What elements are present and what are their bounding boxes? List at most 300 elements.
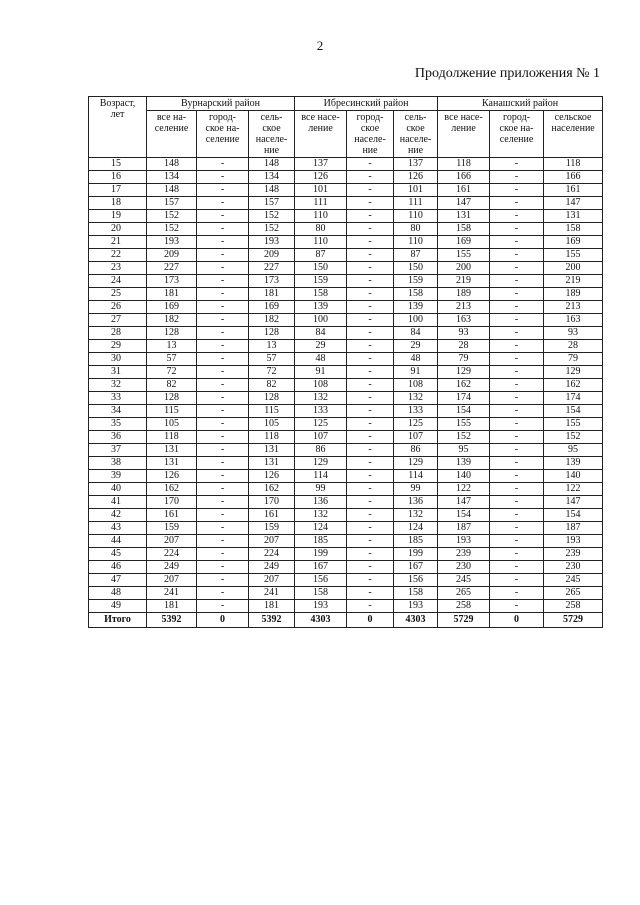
value-cell: - xyxy=(347,171,394,184)
value-cell: 162 xyxy=(249,483,295,496)
value-cell: - xyxy=(197,171,249,184)
value-cell: 131 xyxy=(249,457,295,470)
value-cell: - xyxy=(197,457,249,470)
value-cell: - xyxy=(347,600,394,613)
age-cell: 18 xyxy=(89,197,147,210)
value-cell: 100 xyxy=(295,314,347,327)
age-cell: 38 xyxy=(89,457,147,470)
district-header: Вурнарский район xyxy=(147,97,295,111)
value-cell: 157 xyxy=(249,197,295,210)
value-cell: 87 xyxy=(394,249,438,262)
value-cell: 156 xyxy=(295,574,347,587)
value-cell: 79 xyxy=(544,353,603,366)
value-cell: 134 xyxy=(249,171,295,184)
value-cell: 162 xyxy=(438,379,490,392)
value-cell: 111 xyxy=(295,197,347,210)
value-cell: 99 xyxy=(295,483,347,496)
table-row xyxy=(89,275,603,288)
value-cell: 139 xyxy=(438,457,490,470)
age-column-header: Возраст, лет xyxy=(89,97,147,158)
table-row xyxy=(89,171,603,184)
value-cell: 80 xyxy=(295,223,347,236)
value-cell: - xyxy=(490,548,544,561)
total-label: Итого xyxy=(89,613,147,628)
total-cell: 5729 xyxy=(438,613,490,628)
value-cell: 152 xyxy=(438,431,490,444)
age-cell: 40 xyxy=(89,483,147,496)
value-cell: 110 xyxy=(295,236,347,249)
value-cell: 107 xyxy=(394,431,438,444)
page-number: 2 xyxy=(316,38,324,53)
value-cell: - xyxy=(197,327,249,340)
value-cell: 100 xyxy=(394,314,438,327)
value-cell: 167 xyxy=(394,561,438,574)
value-cell: 245 xyxy=(544,574,603,587)
value-cell: - xyxy=(347,587,394,600)
subcolumn-header: сель- ское населе- ние xyxy=(394,111,438,158)
value-cell: - xyxy=(197,483,249,496)
table-row xyxy=(89,483,603,496)
value-cell: 154 xyxy=(438,509,490,522)
value-cell: - xyxy=(490,379,544,392)
age-cell: 35 xyxy=(89,418,147,431)
subcolumn-header: все на- селение xyxy=(147,111,197,158)
value-cell: - xyxy=(490,496,544,509)
value-cell: 111 xyxy=(394,197,438,210)
value-cell: 136 xyxy=(295,496,347,509)
value-cell: 122 xyxy=(544,483,603,496)
value-cell: - xyxy=(197,600,249,613)
subcolumn-header: все насе- ление xyxy=(295,111,347,158)
value-cell: - xyxy=(490,600,544,613)
value-cell: 193 xyxy=(544,535,603,548)
value-cell: 139 xyxy=(544,457,603,470)
value-cell: 137 xyxy=(394,158,438,171)
age-cell: 29 xyxy=(89,340,147,353)
value-cell: - xyxy=(490,262,544,275)
value-cell: 93 xyxy=(544,327,603,340)
value-cell: 239 xyxy=(544,548,603,561)
value-cell: - xyxy=(347,444,394,457)
value-cell: 115 xyxy=(147,405,197,418)
subcolumn-header: город- ское на- селение xyxy=(490,111,544,158)
value-cell: 129 xyxy=(438,366,490,379)
value-cell: - xyxy=(197,301,249,314)
value-cell: - xyxy=(347,418,394,431)
value-cell: - xyxy=(490,587,544,600)
value-cell: - xyxy=(490,236,544,249)
value-cell: 155 xyxy=(438,418,490,431)
value-cell: 129 xyxy=(295,457,347,470)
value-cell: 154 xyxy=(544,509,603,522)
value-cell: 114 xyxy=(295,470,347,483)
value-cell: 128 xyxy=(147,392,197,405)
value-cell: - xyxy=(197,236,249,249)
value-cell: 227 xyxy=(147,262,197,275)
value-cell: - xyxy=(347,314,394,327)
value-cell: 13 xyxy=(147,340,197,353)
value-cell: - xyxy=(347,522,394,535)
table-row xyxy=(89,340,603,353)
value-cell: 147 xyxy=(438,197,490,210)
value-cell: 152 xyxy=(147,223,197,236)
table-body xyxy=(89,158,603,613)
value-cell: 148 xyxy=(249,158,295,171)
age-cell: 34 xyxy=(89,405,147,418)
value-cell: 181 xyxy=(147,600,197,613)
value-cell: - xyxy=(490,223,544,236)
value-cell: - xyxy=(490,353,544,366)
value-cell: - xyxy=(490,392,544,405)
value-cell: 158 xyxy=(438,223,490,236)
value-cell: - xyxy=(347,574,394,587)
value-cell: 118 xyxy=(249,431,295,444)
value-cell: 167 xyxy=(295,561,347,574)
value-cell: 101 xyxy=(394,184,438,197)
value-cell: - xyxy=(197,379,249,392)
value-cell: 200 xyxy=(438,262,490,275)
value-cell: - xyxy=(197,366,249,379)
table-row xyxy=(89,470,603,483)
value-cell: 199 xyxy=(394,548,438,561)
value-cell: - xyxy=(347,353,394,366)
value-cell: - xyxy=(490,405,544,418)
value-cell: - xyxy=(347,210,394,223)
value-cell: 230 xyxy=(438,561,490,574)
value-cell: 162 xyxy=(544,379,603,392)
value-cell: - xyxy=(197,262,249,275)
value-cell: 224 xyxy=(147,548,197,561)
value-cell: - xyxy=(490,509,544,522)
age-cell: 39 xyxy=(89,470,147,483)
value-cell: - xyxy=(197,509,249,522)
value-cell: - xyxy=(490,574,544,587)
value-cell: 182 xyxy=(249,314,295,327)
value-cell: 132 xyxy=(394,509,438,522)
age-cell: 42 xyxy=(89,509,147,522)
value-cell: 209 xyxy=(147,249,197,262)
value-cell: - xyxy=(197,314,249,327)
total-cell: 5729 xyxy=(544,613,603,628)
value-cell: 139 xyxy=(394,301,438,314)
value-cell: 122 xyxy=(438,483,490,496)
value-cell: 193 xyxy=(249,236,295,249)
table-row xyxy=(89,574,603,587)
value-cell: - xyxy=(490,470,544,483)
value-cell: 133 xyxy=(394,405,438,418)
value-cell: 140 xyxy=(438,470,490,483)
appendix-continuation-title: Продолжение приложения № 1 xyxy=(414,66,600,81)
age-cell: 17 xyxy=(89,184,147,197)
value-cell: 110 xyxy=(394,210,438,223)
value-cell: 93 xyxy=(438,327,490,340)
value-cell: 86 xyxy=(394,444,438,457)
table-row xyxy=(89,561,603,574)
table-row xyxy=(89,197,603,210)
value-cell: 131 xyxy=(249,444,295,457)
value-cell: 185 xyxy=(295,535,347,548)
total-cell: 5392 xyxy=(147,613,197,628)
value-cell: 158 xyxy=(295,587,347,600)
value-cell: - xyxy=(490,197,544,210)
value-cell: - xyxy=(490,275,544,288)
value-cell: - xyxy=(347,340,394,353)
age-cell: 16 xyxy=(89,171,147,184)
value-cell: 72 xyxy=(147,366,197,379)
value-cell: - xyxy=(197,249,249,262)
value-cell: 169 xyxy=(249,301,295,314)
subcolumn-header: сель- ское населе- ние xyxy=(249,111,295,158)
value-cell: - xyxy=(347,392,394,405)
value-cell: - xyxy=(490,561,544,574)
value-cell: 181 xyxy=(249,600,295,613)
age-cell: 27 xyxy=(89,314,147,327)
value-cell: 82 xyxy=(147,379,197,392)
value-cell: 158 xyxy=(544,223,603,236)
value-cell: 207 xyxy=(249,574,295,587)
value-cell: 152 xyxy=(249,223,295,236)
value-cell: 110 xyxy=(394,236,438,249)
table-row xyxy=(89,314,603,327)
value-cell: - xyxy=(490,314,544,327)
value-cell: 118 xyxy=(544,158,603,171)
value-cell: - xyxy=(490,158,544,171)
value-cell: - xyxy=(197,418,249,431)
value-cell: 159 xyxy=(394,275,438,288)
value-cell: 163 xyxy=(438,314,490,327)
value-cell: 13 xyxy=(249,340,295,353)
value-cell: 187 xyxy=(438,522,490,535)
value-cell: 249 xyxy=(147,561,197,574)
value-cell: 147 xyxy=(544,197,603,210)
value-cell: - xyxy=(347,301,394,314)
value-cell: - xyxy=(347,249,394,262)
table-row xyxy=(89,223,603,236)
value-cell: - xyxy=(347,158,394,171)
value-cell: 136 xyxy=(394,496,438,509)
value-cell: - xyxy=(197,223,249,236)
value-cell: - xyxy=(490,457,544,470)
value-cell: - xyxy=(490,366,544,379)
value-cell: 173 xyxy=(249,275,295,288)
value-cell: - xyxy=(347,275,394,288)
value-cell: 173 xyxy=(147,275,197,288)
value-cell: 152 xyxy=(249,210,295,223)
table-row xyxy=(89,379,603,392)
value-cell: - xyxy=(197,444,249,457)
value-cell: - xyxy=(490,249,544,262)
value-cell: - xyxy=(490,522,544,535)
value-cell: 156 xyxy=(394,574,438,587)
value-cell: 265 xyxy=(438,587,490,600)
value-cell: 131 xyxy=(438,210,490,223)
value-cell: 258 xyxy=(544,600,603,613)
value-cell: - xyxy=(490,184,544,197)
value-cell: 213 xyxy=(544,301,603,314)
value-cell: 57 xyxy=(249,353,295,366)
total-cell: 5392 xyxy=(249,613,295,628)
value-cell: 95 xyxy=(438,444,490,457)
age-cell: 44 xyxy=(89,535,147,548)
value-cell: 128 xyxy=(147,327,197,340)
subcolumn-header: все насе- ление xyxy=(438,111,490,158)
value-cell: - xyxy=(347,405,394,418)
value-cell: - xyxy=(197,587,249,600)
value-cell: 161 xyxy=(249,509,295,522)
value-cell: - xyxy=(197,210,249,223)
value-cell: 105 xyxy=(147,418,197,431)
value-cell: 193 xyxy=(295,600,347,613)
value-cell: 108 xyxy=(295,379,347,392)
table-row xyxy=(89,249,603,262)
value-cell: - xyxy=(197,353,249,366)
value-cell: 193 xyxy=(394,600,438,613)
population-by-age-table xyxy=(88,96,603,628)
value-cell: 128 xyxy=(249,392,295,405)
age-cell: 43 xyxy=(89,522,147,535)
value-cell: 137 xyxy=(295,158,347,171)
value-cell: - xyxy=(490,210,544,223)
value-cell: 162 xyxy=(147,483,197,496)
value-cell: - xyxy=(490,171,544,184)
value-cell: - xyxy=(347,535,394,548)
value-cell: - xyxy=(197,275,249,288)
table-row xyxy=(89,327,603,340)
value-cell: - xyxy=(347,197,394,210)
table-row xyxy=(89,210,603,223)
value-cell: - xyxy=(197,184,249,197)
value-cell: - xyxy=(347,327,394,340)
value-cell: 200 xyxy=(544,262,603,275)
age-cell: 30 xyxy=(89,353,147,366)
age-cell: 22 xyxy=(89,249,147,262)
value-cell: - xyxy=(197,197,249,210)
table-row xyxy=(89,353,603,366)
value-cell: - xyxy=(347,184,394,197)
value-cell: 134 xyxy=(147,171,197,184)
value-cell: 140 xyxy=(544,470,603,483)
value-cell: 124 xyxy=(394,522,438,535)
age-cell: 25 xyxy=(89,288,147,301)
total-row xyxy=(89,613,603,628)
value-cell: - xyxy=(347,379,394,392)
table-row xyxy=(89,236,603,249)
value-cell: - xyxy=(197,340,249,353)
value-cell: 80 xyxy=(394,223,438,236)
value-cell: 147 xyxy=(544,496,603,509)
value-cell: 258 xyxy=(438,600,490,613)
value-cell: - xyxy=(197,405,249,418)
value-cell: 72 xyxy=(249,366,295,379)
value-cell: - xyxy=(197,431,249,444)
value-cell: 230 xyxy=(544,561,603,574)
value-cell: - xyxy=(197,535,249,548)
age-cell: 46 xyxy=(89,561,147,574)
value-cell: 187 xyxy=(544,522,603,535)
age-cell: 15 xyxy=(89,158,147,171)
value-cell: 170 xyxy=(249,496,295,509)
value-cell: 157 xyxy=(147,197,197,210)
value-cell: 114 xyxy=(394,470,438,483)
age-cell: 36 xyxy=(89,431,147,444)
value-cell: 241 xyxy=(249,587,295,600)
table-row xyxy=(89,405,603,418)
value-cell: 131 xyxy=(544,210,603,223)
total-cell: 0 xyxy=(197,613,249,628)
total-cell: 4303 xyxy=(394,613,438,628)
value-cell: 219 xyxy=(438,275,490,288)
value-cell: 152 xyxy=(147,210,197,223)
age-cell: 19 xyxy=(89,210,147,223)
age-cell: 37 xyxy=(89,444,147,457)
value-cell: 239 xyxy=(438,548,490,561)
value-cell: 132 xyxy=(295,392,347,405)
value-cell: 118 xyxy=(438,158,490,171)
value-cell: 161 xyxy=(438,184,490,197)
value-cell: 57 xyxy=(147,353,197,366)
table-row xyxy=(89,587,603,600)
value-cell: 132 xyxy=(394,392,438,405)
age-cell: 21 xyxy=(89,236,147,249)
value-cell: - xyxy=(347,509,394,522)
value-cell: 131 xyxy=(147,444,197,457)
value-cell: 86 xyxy=(295,444,347,457)
value-cell: 126 xyxy=(295,171,347,184)
value-cell: - xyxy=(197,561,249,574)
value-cell: - xyxy=(347,288,394,301)
table-row xyxy=(89,522,603,535)
total-cell: 0 xyxy=(347,613,394,628)
table-row xyxy=(89,262,603,275)
age-cell: 45 xyxy=(89,548,147,561)
value-cell: 207 xyxy=(249,535,295,548)
value-cell: 108 xyxy=(394,379,438,392)
value-cell: 79 xyxy=(438,353,490,366)
value-cell: 249 xyxy=(249,561,295,574)
value-cell: 129 xyxy=(394,457,438,470)
value-cell: - xyxy=(197,496,249,509)
value-cell: 91 xyxy=(394,366,438,379)
value-cell: 133 xyxy=(295,405,347,418)
age-cell: 33 xyxy=(89,392,147,405)
table-row xyxy=(89,600,603,613)
value-cell: - xyxy=(197,158,249,171)
value-cell: 126 xyxy=(147,470,197,483)
value-cell: - xyxy=(347,223,394,236)
value-cell: 99 xyxy=(394,483,438,496)
value-cell: 189 xyxy=(438,288,490,301)
value-cell: - xyxy=(490,418,544,431)
value-cell: - xyxy=(490,288,544,301)
value-cell: 166 xyxy=(438,171,490,184)
district-header: Канашский район xyxy=(438,97,603,111)
value-cell: 148 xyxy=(147,184,197,197)
value-cell: 209 xyxy=(249,249,295,262)
value-cell: 207 xyxy=(147,535,197,548)
table-row xyxy=(89,288,603,301)
value-cell: - xyxy=(197,470,249,483)
value-cell: 219 xyxy=(544,275,603,288)
value-cell: 84 xyxy=(295,327,347,340)
age-cell: 23 xyxy=(89,262,147,275)
value-cell: - xyxy=(347,483,394,496)
age-cell: 28 xyxy=(89,327,147,340)
value-cell: 48 xyxy=(394,353,438,366)
value-cell: 84 xyxy=(394,327,438,340)
value-cell: 166 xyxy=(544,171,603,184)
value-cell: 126 xyxy=(394,171,438,184)
value-cell: 182 xyxy=(147,314,197,327)
